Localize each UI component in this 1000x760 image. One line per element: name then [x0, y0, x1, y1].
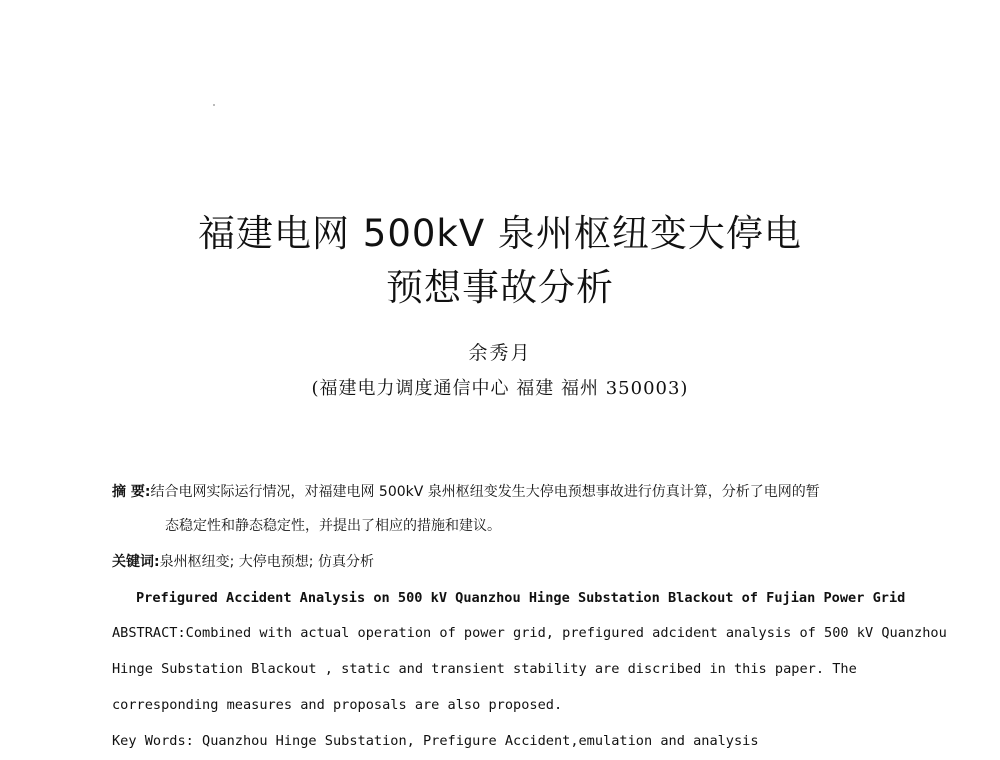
author-name: 余秀月	[468, 342, 532, 364]
keywords-cn-label: 关键词:	[112, 554, 160, 570]
abstract-cn-line-2: 态稳定性和静态稳定性，并提出了相应的措施和建议。	[165, 518, 501, 534]
abstract-en-label: ABSTRACT:	[112, 625, 186, 641]
keywords-en-label: Key Words:	[112, 733, 194, 749]
abstract-cn-label: 摘 要:	[112, 484, 151, 500]
abstract-en-line-3: corresponding measures and proposals are also proposed.	[112, 697, 563, 713]
abstract-en-line-1	[112, 625, 947, 641]
scan-speck	[213, 104, 215, 106]
title-line-1: 福建电网 500kV 泉州枢纽变大停电	[198, 212, 802, 255]
abstract-cn-text-1: 结合电网实际运行情况，对福建电网 500kV 泉州枢纽变发生大停电预想事故进行仿真计算，分析了电网的暂	[150, 484, 820, 500]
abstract-en-text-1: Combined with actual operation of power grid, prefigured adcident analysis of 500 kV Quanzhou	[185, 625, 947, 641]
abstract-cn-line-1	[112, 481, 820, 501]
keywords-cn-text: 泉州枢纽变; 大停电预想; 仿真分析	[159, 554, 374, 570]
author-affiliation: (福建电力调度通信中心 福建 福州 350003)	[311, 378, 689, 399]
keywords-en	[112, 733, 759, 749]
abstract-en-line-2: Hinge Substation Blackout , static and transient stability are discribed in this paper. The	[112, 661, 857, 677]
keywords-cn	[112, 551, 374, 571]
keywords-en-text: Quanzhou Hinge Substation, Prefigure Accident,emulation and analysis	[193, 733, 759, 749]
title-line-2: 预想事故分析	[386, 266, 614, 309]
english-title: Prefigured Accident Analysis on 500 kV Quanzhou Hinge Substation Blackout of Fujian Power Grid	[136, 590, 906, 606]
